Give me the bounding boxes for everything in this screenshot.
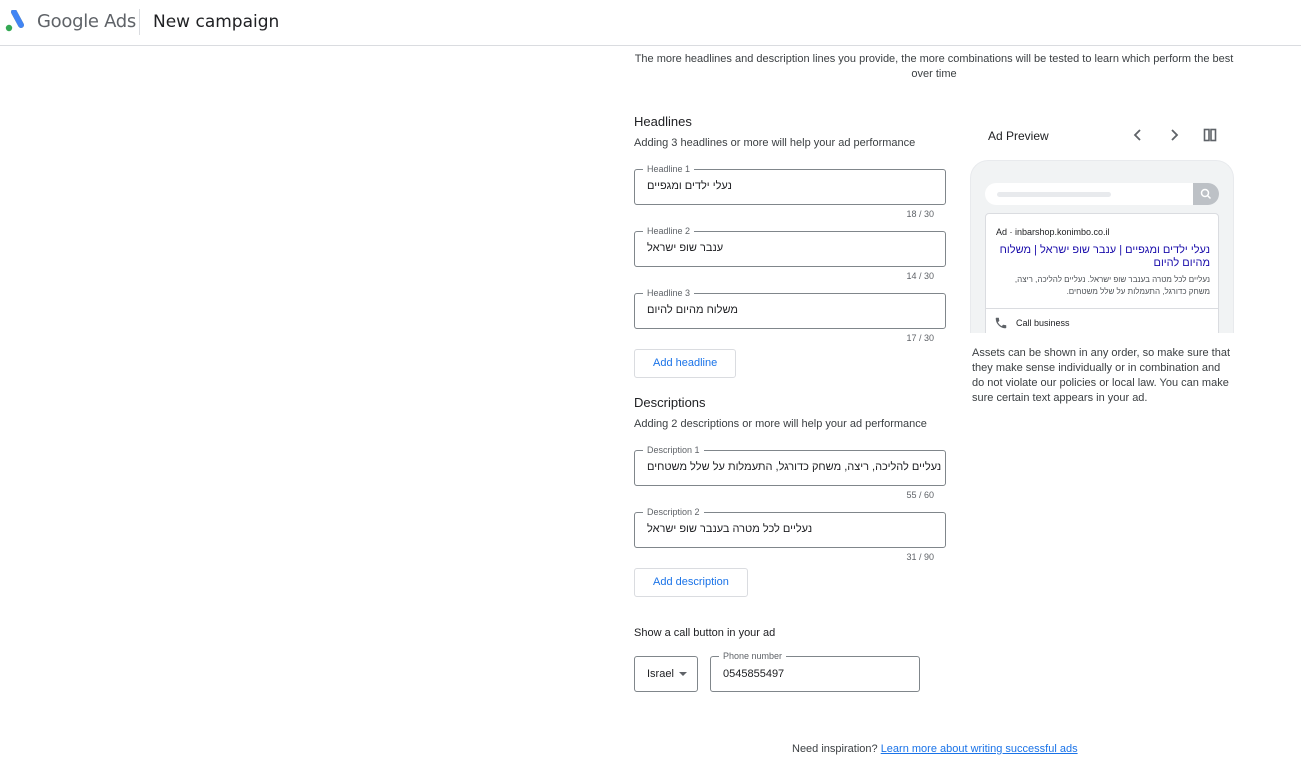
call-business-label: Call business xyxy=(1016,318,1070,328)
field-label: Description 2 xyxy=(643,506,704,518)
field-value[interactable]: 0545855497 xyxy=(723,668,785,680)
field-label: Description 1 xyxy=(643,444,704,456)
intro-text: The more headlines and description lines you provide, the more combinations will be tested to learn which perform the best over time xyxy=(634,53,1234,80)
field-value[interactable]: ענבר שופ ישראל xyxy=(647,242,724,254)
brand-name xyxy=(37,11,136,32)
description-1-counter: 55 / 60 xyxy=(906,490,934,500)
field-label: Phone number xyxy=(719,650,786,662)
description-1-field[interactable] xyxy=(634,445,946,486)
header-divider xyxy=(139,9,140,35)
page-title: New campaign xyxy=(153,12,280,32)
field-value[interactable]: נעלי ילדים ומגפיים xyxy=(647,180,732,192)
chevron-right-icon[interactable] xyxy=(1166,127,1182,143)
phone-number-field[interactable] xyxy=(710,651,920,692)
field-value[interactable]: נעליים להליכה, ריצה, משחק כדורגל, התעמלות על שלל משטחים xyxy=(647,461,942,473)
description-2-counter: 31 / 90 xyxy=(906,552,934,562)
ad-description: נעליים לכל מטרה בענבר שופ ישראל. נעליים להליכה, ריצה, משחק כדורגל, התעמלות על שלל משטחים. xyxy=(1014,275,1210,296)
mobile-preview-frame xyxy=(970,160,1234,333)
field-label: Headline 3 xyxy=(643,287,694,299)
country-value: Israel xyxy=(647,668,674,680)
add-headline-button[interactable]: Add headline xyxy=(634,349,736,378)
field-value[interactable]: נעליים לכל מטרה בענבר שופ ישראל xyxy=(647,523,813,535)
search-icon xyxy=(1193,183,1219,205)
learn-more-link[interactable]: Learn more about writing successful ads xyxy=(880,743,1078,755)
descriptions-subtitle: Adding 2 descriptions or more will help your ad performance xyxy=(634,418,927,430)
headline-3-field[interactable] xyxy=(634,288,946,329)
headlines-title: Headlines xyxy=(634,114,692,129)
headline-1-field[interactable] xyxy=(634,164,946,205)
brand-google: Google xyxy=(37,11,99,32)
ad-card xyxy=(985,213,1219,333)
google-ads-logo-icon[interactable] xyxy=(5,10,29,32)
ad-preview-title: Ad Preview xyxy=(988,129,1049,143)
phone-icon xyxy=(994,316,1008,330)
inspiration-line xyxy=(792,743,1078,755)
chevron-left-icon[interactable] xyxy=(1130,127,1146,143)
call-business-row xyxy=(994,316,1070,332)
columns-view-icon[interactable] xyxy=(1202,127,1218,143)
assets-note: Assets can be shown in any order, so make sure that they make sense individually or in combination and do not violate our policies or local law. You can make sure certain text appears in your ad. xyxy=(972,347,1231,404)
field-label: Headline 1 xyxy=(643,163,694,175)
top-bar xyxy=(0,0,1301,46)
search-placeholder xyxy=(997,192,1111,197)
field-value[interactable]: משלוח מהיום להיום xyxy=(647,304,738,316)
field-label: Headline 2 xyxy=(643,225,694,237)
brand-ads: Ads xyxy=(104,11,137,32)
ad-headline: נעלי ילדים ומגפיים | ענבר שופ ישראל | משלוח מהיום להיום xyxy=(999,244,1210,269)
call-button-title: Show a call button in your ad xyxy=(634,627,776,639)
headlines-subtitle: Adding 3 headlines or more will help your ad performance xyxy=(634,137,916,149)
add-description-button[interactable]: Add description xyxy=(634,568,748,597)
inspiration-text: Need inspiration? xyxy=(792,743,878,755)
ad-meta: Ad · inbarshop.konimbo.co.il xyxy=(996,227,1110,237)
description-2-field[interactable] xyxy=(634,507,946,548)
headline-2-field[interactable] xyxy=(634,226,946,267)
ad-separator xyxy=(986,308,1218,309)
country-select[interactable] xyxy=(634,656,698,692)
search-button xyxy=(1193,183,1219,205)
headline-3-counter: 17 / 30 xyxy=(906,333,934,343)
dropdown-caret-icon xyxy=(679,672,687,676)
headline-2-counter: 14 / 30 xyxy=(906,271,934,281)
descriptions-title: Descriptions xyxy=(634,395,706,410)
headline-1-counter: 18 / 30 xyxy=(906,209,934,219)
search-bar xyxy=(985,183,1219,205)
